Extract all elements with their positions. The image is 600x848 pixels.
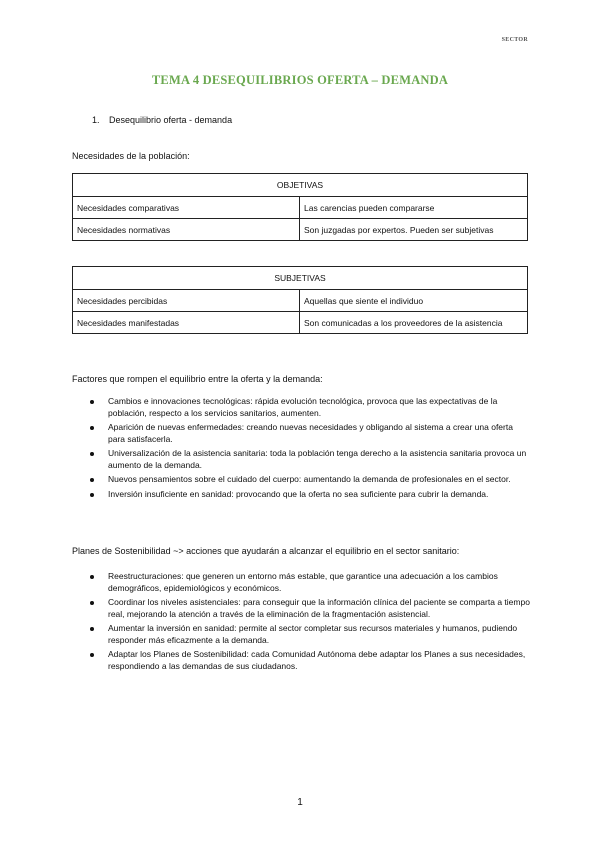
table-row (73, 219, 528, 241)
bullet-icon (90, 493, 94, 497)
table-header: SUBJETIVAS (73, 267, 528, 290)
table-row (73, 290, 528, 312)
list-item (72, 623, 532, 646)
table-row (73, 197, 528, 219)
list-item (72, 571, 532, 594)
list-item (72, 489, 532, 501)
table-cell: Las carencias pueden compararse (300, 197, 528, 219)
list-item-text: Inversión insuficiente en sanidad: provocando que la oferta no sea suficiente para cubrir la demanda. (108, 488, 489, 499)
table-cell: Necesidades percibidas (73, 290, 300, 312)
list-item (72, 422, 532, 445)
list-item (72, 649, 532, 672)
list-item-text: Reestructuraciones: que generen un entorno más estable, que garantice una adecuación a los cambios demográficos, epidemiológicos y económicos. (108, 571, 498, 593)
factors-intro: Factores que rompen el equilibrio entre la oferta y la demanda: (72, 374, 323, 384)
table-cell: Necesidades comparativas (73, 197, 300, 219)
bullet-icon (90, 400, 94, 404)
list-item-text: Adaptar los Planes de Sostenibilidad: cada Comunidad Autónoma debe adaptar los Planes a sus necesidades, respondiendo a las demandas de sus ciudadanos. (108, 649, 526, 671)
section-number: 1. (92, 115, 100, 125)
table-cell: Son juzgadas por expertos. Pueden ser subjetivas (300, 219, 528, 241)
list-item-text: Aparición de nuevas enfermedades: creando nuevas necesidades y obligando al sistema a crear una oferta para satisfacerla. (108, 422, 513, 444)
bullet-icon (90, 426, 94, 430)
list-item-text: Nuevos pensamientos sobre el cuidado del cuerpo: aumentando la demanda de profesionales en el sector. (108, 474, 511, 484)
bullet-icon (90, 601, 94, 605)
table-objetivas (72, 173, 528, 241)
list-item (72, 448, 532, 471)
page-title: TEMA 4 DESEQUILIBRIOS OFERTA – DEMANDA (151, 73, 449, 87)
plans-list (72, 571, 532, 675)
bullet-icon (90, 452, 94, 456)
bullet-icon (90, 575, 94, 579)
list-item-text: Cambios e innovaciones tecnológicas: rápida evolución tecnológica, provoca que las expectativas de la población, respecto a los servicios sanitarios, aumenten. (108, 396, 498, 418)
list-item-text: Aumentar la inversión en sanidad: permite al sector completar sus recursos materiales y humanos, pudiendo responder más eficazmente a la demanda. (108, 623, 518, 645)
header-sector-tag: SECTOR (501, 37, 528, 43)
list-item (72, 396, 532, 419)
needs-intro: Necesidades de la población: (72, 151, 190, 161)
section-label: Desequilibrio oferta - demanda (109, 115, 233, 125)
bullet-icon (90, 627, 94, 631)
table-cell: Aquellas que siente el individuo (300, 290, 528, 312)
bullet-icon (90, 478, 94, 482)
page-number: 1 (297, 797, 303, 808)
table-cell: Son comunicadas a los proveedores de la asistencia (300, 312, 528, 334)
table-header: OBJETIVAS (73, 174, 528, 197)
table-cell: Necesidades manifestadas (73, 312, 300, 334)
list-item-text: Coordinar los niveles asistenciales: para conseguir que la información clínica del paciente se comparta a tiempo real, mejorando la atención a través de la eliminación de la fragmentación asistencial. (108, 597, 530, 619)
plans-intro: Planes de Sostenibilidad ~> acciones que ayudarán a alcanzar el equilibrio en el sector sanitario: (72, 546, 460, 556)
table-cell: Necesidades normativas (73, 219, 300, 241)
factors-list (72, 396, 532, 503)
list-item-text: Universalización de la asistencia sanitaria: toda la población tenga derecho a la asistencia sanitaria provoca un aumento de la demanda. (108, 448, 527, 470)
table-subjetivas (72, 266, 528, 334)
table-row (73, 312, 528, 334)
list-item (72, 474, 532, 486)
section-heading (92, 115, 232, 125)
list-item (72, 597, 532, 620)
bullet-icon (90, 653, 94, 657)
